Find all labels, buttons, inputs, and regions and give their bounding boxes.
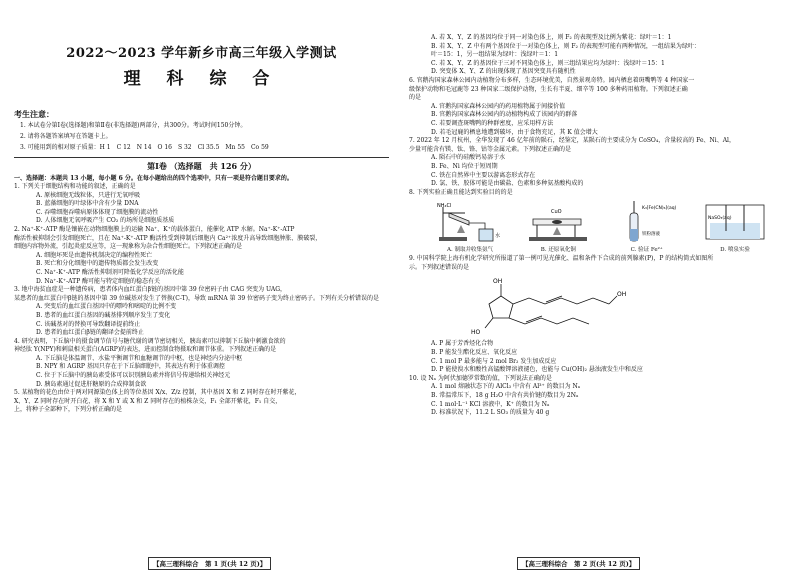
section-description: 一、选择题：本题共 13 小题，每小题 6 分。在每小题给出的四个选项中，只有一项是符合题目要求的。 — [14, 175, 293, 182]
question-block — [409, 189, 784, 198]
question-list — [409, 255, 784, 272]
answer-option: C. 1 mol·L⁻¹ KCl 溶液中，K⁺ 的数目为 Nₐ — [431, 400, 550, 408]
answer-option: A. 突变后的血红蛋白基因中的嘌呤和嘧啶的比例不变 — [36, 303, 177, 311]
answer-option: D. 胰岛素通过促进肝糖原的合成抑制食欲 — [36, 380, 147, 388]
question-stem: 4. 研究表明，下丘脑中的摄食调节信号与糖代谢的调节密切相关，胰岛素可以抑制下丘脑中刺激食欲的 — [14, 337, 286, 345]
question-stem: 8. 下列实验正确且能达到实验目的的是 — [409, 188, 513, 196]
page-footer: 【高三理科综合 第 1 页(共 12 页)】 — [148, 557, 271, 570]
apparatus-a — [431, 199, 509, 255]
apparatus-c — [608, 199, 686, 255]
apparatus-c-reagent: K₃[Fe(CN)₆](aq) — [641, 206, 676, 212]
apparatus-b — [519, 199, 597, 255]
answer-option: C. 铁在自然界中主要以游离态形式存在 — [431, 171, 536, 179]
question-block — [14, 286, 389, 338]
answer-option: A. 细胞坏死是由遗传机制决定的编程性死亡 — [36, 251, 153, 259]
answer-option: B. 若 X、Y、Z 中有两个基因位于一对染色体上，则 F₂ 的表现型可能有两种情况，一组结果为绿叶： — [431, 42, 700, 50]
answer-option: C. 1 mol P 最多能与 2 mol Br₂ 发生加成反应 — [431, 357, 557, 365]
exam-title: 2022～2023 学年新乡市高三年级入学测试 — [66, 46, 337, 61]
answer-option: C. 若 X、Y、Z 的基因位于三对不同染色体上，则三组结果应均为绿叶：浅绿叶＝15：1 — [431, 59, 665, 67]
question-stem: 6. 官鹅沟国家森林公园内动植物分布多样，生态环境优美，自然景观奇特。园内栖息着斑嘴鸭等 4 种国家一 — [409, 76, 695, 84]
apparatus-a-reagent: NH₄Cl — [437, 203, 452, 210]
question-list — [14, 183, 389, 415]
answer-option: C. 位于下丘脑中的胰岛素受体可以识别胰岛素并将信号传递给相关神经元 — [36, 372, 231, 380]
question-list — [409, 340, 784, 417]
apparatus-a-drawing — [435, 199, 505, 245]
question-stem: 2. Na⁺-K⁺-ATP 酶是镶嵌在动物细胞膜上的运输 Na⁺、K⁺的载体蛋白，能催化 ATP 水解。Na⁺-K⁺-ATP — [14, 225, 295, 233]
substituent-oh-1: OH — [493, 278, 503, 286]
answer-option: C. 该碱基对的替换可导致翻译提前终止 — [36, 320, 141, 328]
apparatus-c-drawing — [612, 199, 682, 245]
question-stem: 少量可能含有镁、钛、铬、钴等金属元素。下列叙述正确的是 — [409, 145, 572, 153]
note-item: 3. 可能用到的相对原子质量：H 1 C 12 N 14 O 16 S 32 Cl 35.5 Mn 55 Co 59 — [20, 144, 269, 151]
page-footer: 【高三理科综合 第 2 页(共 12 页)】 — [517, 557, 640, 570]
answer-option: D. P 能使溴水和酸性高锰酸钾溶液褪色，也能与 Cu(OH)₂ 悬浊液发生中和反应 — [431, 366, 643, 374]
answer-option: B. Fe、Ni 均位于短周期 — [431, 162, 498, 170]
section-title: 第Ⅰ卷 （选择题 共 126 分） — [147, 161, 256, 171]
note-item: 1. 本试卷分第Ⅰ卷(选择题)和第Ⅱ卷(非选择题)两部分，共300分。考试时间150分钟。 — [20, 122, 247, 129]
note-item: 2. 请将各题答案填写在答题卡上。 — [20, 133, 112, 140]
answer-option: A. 若 X、Y、Z 的基因均位于同一对染色体上，则 F₂ 的表现型及比例为紫花：绿叶＝1：1 — [431, 34, 672, 41]
answer-option: D. Na⁺-K⁺-ATP 酶可能与特定细胞的稳态有关 — [36, 277, 161, 285]
apparatus-c-label: C. 验证 Fe²⁺ — [630, 247, 663, 254]
answer-option: D. 患者的血红蛋白β链的翻译会提前终止 — [36, 329, 144, 337]
apparatus-d-label: D. 喷泉实验 — [720, 247, 750, 254]
notes-list — [20, 120, 389, 153]
apparatus-figures — [431, 199, 774, 255]
question-block — [409, 255, 784, 272]
question-block — [409, 77, 784, 137]
question-stem: 酶活性被抑制会引发细胞死亡，且在 Na⁺-K⁺-ATP 酶活性受到抑制后细胞内 Ca²⁺浓度升高导致细胞肿胀、膜破裂， — [14, 234, 322, 242]
question-stem: 细胞内容物外流，引起炎症反应等，这一现象称为杂合性细胞死亡。下列叙述正确的是 — [14, 243, 243, 251]
answer-option: 叶＝15：1，另一组结果为绿叶：浅绿叶＝1：1 — [431, 51, 559, 59]
question-stem: 1. 下列关于细胞结构和功能的叙述，正确的是 — [14, 183, 136, 190]
answer-option: C. 吞噬细胞吞噬病原体体现了细胞膜的流动性 — [36, 208, 159, 216]
question-stem: 神经肽 Y(NPY)和刺鼠相关蛋白(AGRP)的表达，进而控制食物摄取和调节体重。下列叙述正确的是 — [14, 346, 277, 354]
question-stem: 上，将种子全部种下，下列分析正确的是 — [14, 406, 123, 414]
answer-option: A. 下丘脑是体温调节、水盐平衡调节和血糖调节的中枢，也是神经内分泌中枢 — [36, 354, 243, 362]
answer-option: D. 若毛冠鹿的栖息地遭到破坏，由于食物充足，其 K 值会增大 — [431, 128, 598, 136]
answer-option: B. P 能发生酯化反应、氧化反应 — [431, 349, 518, 357]
answer-option: D. 氯、铁、胶体可能是由碳盐、色素和多种氨基酸构成的 — [431, 180, 584, 188]
question-block — [409, 137, 784, 189]
apparatus-c-tube: 铁粉溶液 — [641, 232, 660, 238]
apparatus-a-label: A. 制取并收集氨气 — [447, 247, 493, 254]
question-block — [14, 226, 389, 286]
question-block — [409, 375, 784, 418]
question-stem: 10. 设 Nₐ 为阿伏加德罗常数的值，下列说法正确的是 — [409, 374, 552, 382]
apparatus-d-reagent: NaSO₃(aq) — [707, 216, 732, 222]
apparatus-b-reagent: CuO — [551, 209, 562, 216]
answer-option: D. 突变体 X、Y、Z 的出现体现了基因突变具有随机性 — [431, 68, 576, 76]
apparatus-a-water: 水 — [495, 233, 501, 240]
question-stem: 3. 地中海贫血症是一种遗传病，患者体内血红蛋白β链的基因中第 39 位密码子由 CAG 突变为 UAG， — [14, 286, 286, 294]
question-stem: 的是 — [409, 94, 422, 102]
apparatus-b-label: B. 还原氧化铜 — [540, 247, 576, 254]
question-block — [14, 338, 389, 390]
answer-option: A. 官鹅沟国家森林公园内的药用植物属于间接价值 — [431, 102, 566, 110]
question-block — [409, 34, 784, 77]
question-stem: 示。下列叙述错误的是 — [409, 263, 470, 271]
substituent-ho: HO — [471, 329, 481, 337]
question-stem: 5. 某植物的花色由位于两对同源染色体上的等位基因 X/x、Z/z 控制，其中基因 X 和 Z 同时存在时开紫花， — [14, 389, 301, 397]
answer-option: A. 1 mol 熔融状态下的 AlCl₃ 中含有 Al³⁺ 的数目为 Nₐ — [431, 383, 581, 391]
substituent-oh-2: OH — [617, 291, 627, 299]
answer-option: A. P 属于芳香烃化合物 — [431, 340, 494, 348]
apparatus-d-drawing — [700, 199, 770, 245]
apparatus-b-drawing — [523, 199, 593, 245]
answer-option: C. Na⁺-K⁺-ATP 酶活性抑制剂可降低化学反应的活化能 — [36, 268, 184, 276]
answer-option: D. 人体细胞无氧呼吸产生 CO₂ 的场所是细胞质基质 — [36, 217, 175, 225]
question-stem: 某患者的血红蛋白中β链的基因中第 39 位碱基对发生了替换(C-T)，导致 mRNA 第 39 位密码子变为终止密码子。下列有关分析错误的是 — [14, 294, 380, 302]
section-divider — [14, 157, 389, 158]
question-block — [14, 183, 389, 226]
answer-option: B. 死亡和分化细胞中的遗传物质都会发生改变 — [36, 260, 159, 268]
answer-option: C. 若要调查斑嘴鸭的种群密度，应采用样方法 — [431, 119, 554, 127]
question-stem: X、Y、Z 同时存在时开白花，将 X 和 Y 或 X 和 Z 同时存在的植株杂交，F₁ 全部开紫花，F₁ 自交， — [14, 397, 282, 405]
answer-option: B. 官鹅沟国家森林公园内的动植物构成了该园内的群落 — [431, 111, 578, 119]
notes-heading: 考生注意： — [14, 109, 54, 119]
question-block — [409, 340, 784, 374]
question-stem: 7. 2022 年 12 月杭州，全华发现了 46 亿年前的陨石，经鉴定，某陨石的主要成分为 CoSO₄，含量较高的 Fe、Ni、Al， — [409, 137, 735, 145]
answer-option: D. 标准状况下，11.2 L SO₃ 的质量为 40 g — [431, 409, 550, 417]
question-list — [409, 34, 784, 197]
page-right — [397, 0, 794, 576]
answer-option: A. 原核细胞无线粒体，只进行无氧呼吸 — [36, 191, 141, 199]
answer-option: B. 常温常压下，18 g H₂O 中含有共价键的数目为 2Nₐ — [431, 392, 579, 400]
question-stem: 级保护动物和毛冠鹿等 23 种国家二级保护动物，生长有半夏、细辛等 100 多种药用植物。下列叙述正确 — [409, 85, 688, 93]
answer-option: B. NPY 和 AGRP 基因只存在于下丘脑细胞中，其表达有利于体重调控 — [36, 363, 225, 371]
apparatus-d — [696, 199, 774, 255]
answer-option: B. 蓝藻细胞的叶绿体中含有少量 DNA — [36, 200, 139, 208]
question-block — [14, 389, 389, 415]
exam-subtitle: 理 科 综 合 — [123, 69, 280, 89]
molecule-structure — [449, 274, 669, 336]
question-stem: 9. 中国科学院上海有机化学研究所报道了第一例可见光催化、温和条件下合成的前列腺素(P)，P 的结构简式如图所 — [409, 255, 714, 263]
answer-option: A. 陨石中的硅酸钙易溶于水 — [431, 154, 506, 162]
answer-option: B. 患者的血红蛋白基因的碱基排列顺序发生了变化 — [36, 311, 171, 319]
